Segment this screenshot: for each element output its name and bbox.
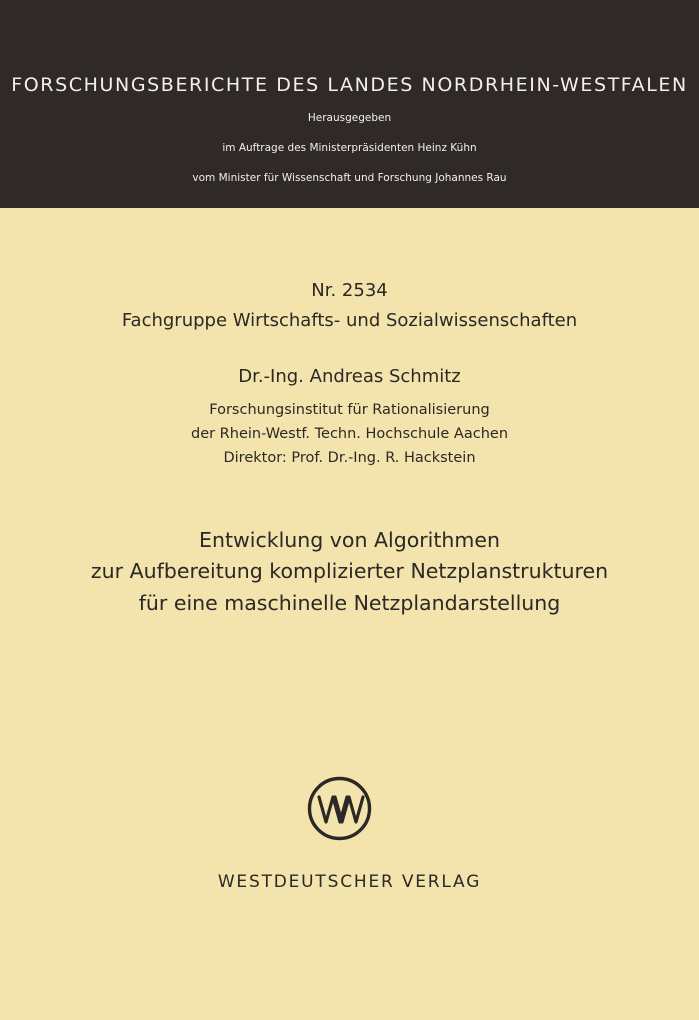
title-line-3: für eine maschinelle Netzplandarstellung: [138, 591, 561, 615]
publisher-name: WESTDEUTSCHER VERLAG: [217, 872, 482, 892]
editor-label: Herausgegeben: [307, 112, 392, 124]
report-number: Nr. 2534: [311, 280, 388, 301]
institute-line-3: Direktor: Prof. Dr.-Ing. R. Hackstein: [223, 450, 476, 466]
series-title: FORSCHUNGSBERICHTE DES LANDES NORDRHEIN-WESTFALEN: [11, 74, 688, 96]
institute-line-1: Forschungsinstitut für Rationalisierung: [209, 402, 490, 418]
publisher-logo-icon: [306, 775, 373, 842]
editor-line-1: im Auftrage des Ministerpräsidenten Heinz Kühn: [222, 142, 477, 154]
series-band: [0, 0, 699, 208]
title-line-2: zur Aufbereitung komplizierter Netzplanstrukturen: [90, 559, 609, 583]
author-name: Dr.-Ing. Andreas Schmitz: [238, 366, 461, 387]
editor-line-2: vom Minister für Wissenschaft und Forschung Johannes Rau: [192, 172, 507, 184]
subject-group: Fachgruppe Wirtschafts- und Sozialwissenschaften: [121, 310, 578, 331]
institute-line-2: der Rhein-Westf. Techn. Hochschule Aachen: [190, 426, 509, 442]
title-line-1: Entwicklung von Algorithmen: [199, 528, 500, 552]
